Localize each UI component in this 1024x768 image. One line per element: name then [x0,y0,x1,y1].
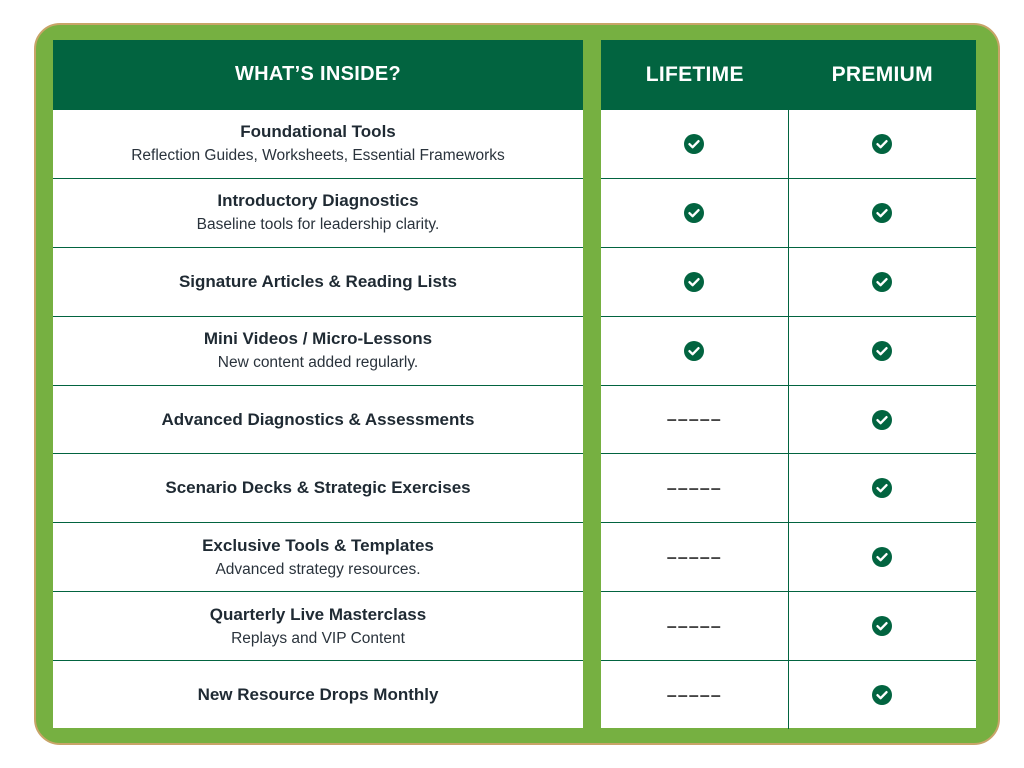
feature-row [53,385,583,454]
not-included-dash: ––––– [666,409,722,429]
feature-row [53,316,583,385]
premium-cell [789,179,977,247]
feature-row [53,453,583,522]
feature-title: Scenario Decks & Strategic Exercises [165,478,471,498]
feature-title: Quarterly Live Masterclass [209,604,427,624]
premium-cell [789,454,977,522]
not-included-dash: ––––– [666,615,722,636]
feature-title: Exclusive Tools & Templates [202,535,434,555]
not-included-dash: ––––– [666,477,722,498]
plan-row [601,178,976,247]
not-included-dash: ––––– [666,684,722,705]
check-circle-icon [872,203,892,223]
lifetime-cell [601,386,789,454]
lifetime-cell [601,248,789,316]
lifetime-cell [601,110,789,178]
check-circle-icon [872,341,892,361]
feature-title: Introductory Diagnostics [217,191,419,211]
plans-panel [601,40,976,728]
plan-row [601,247,976,316]
check-circle-icon [684,341,704,361]
lifetime-cell [601,454,789,522]
feature-title: New Resource Drops Monthly [197,685,439,705]
feature-row [53,247,583,316]
feature-row [53,109,583,178]
check-circle-icon [872,410,892,430]
check-circle-icon [872,616,892,636]
lifetime-cell [601,661,789,729]
feature-subtitle: Advanced strategy resources. [215,560,421,578]
lifetime-cell [601,592,789,660]
plan-row [601,660,976,729]
plan-row [601,109,976,178]
lifetime-cell [601,523,789,591]
features-header: WHAT’S INSIDE? [53,40,583,109]
feature-title: Foundational Tools [240,122,396,142]
plan-row [601,522,976,591]
premium-cell [789,592,977,660]
check-circle-icon [684,203,704,223]
feature-subtitle: Reflection Guides, Worksheets, Essential Frameworks [131,147,505,165]
check-circle-icon [872,478,892,498]
premium-column-header: PREMIUM [831,62,933,86]
check-circle-icon [684,134,704,154]
plan-row [601,385,976,454]
check-circle-icon [684,272,704,292]
feature-subtitle: New content added regularly. [217,354,419,372]
plans-header [601,40,976,109]
premium-cell [789,317,977,385]
premium-cell [789,386,977,454]
feature-subtitle: Replays and VIP Content [231,629,405,647]
feature-title: Advanced Diagnostics & Assessments [161,409,475,429]
plan-row [601,453,976,522]
premium-cell [789,523,977,591]
plans-grid [601,109,976,729]
plan-row [601,591,976,660]
feature-title: Mini Videos / Micro-Lessons [203,329,433,349]
feature-subtitle: Baseline tools for leadership clarity. [196,216,440,234]
feature-row [53,178,583,247]
lifetime-column-header: LIFETIME [645,62,744,86]
feature-row [53,591,583,660]
premium-cell [789,248,977,316]
check-circle-icon [872,685,892,705]
feature-row [53,522,583,591]
feature-title: Signature Articles & Reading Lists [178,271,458,291]
check-circle-icon [872,547,892,567]
not-included-dash: ––––– [666,546,722,567]
premium-cell [789,661,977,729]
check-circle-icon [872,134,892,154]
features-list [53,109,583,729]
lifetime-cell [601,317,789,385]
feature-row [53,660,583,729]
lifetime-cell [601,179,789,247]
check-circle-icon [872,272,892,292]
plan-row [601,316,976,385]
premium-cell [789,110,977,178]
features-panel [53,40,583,728]
